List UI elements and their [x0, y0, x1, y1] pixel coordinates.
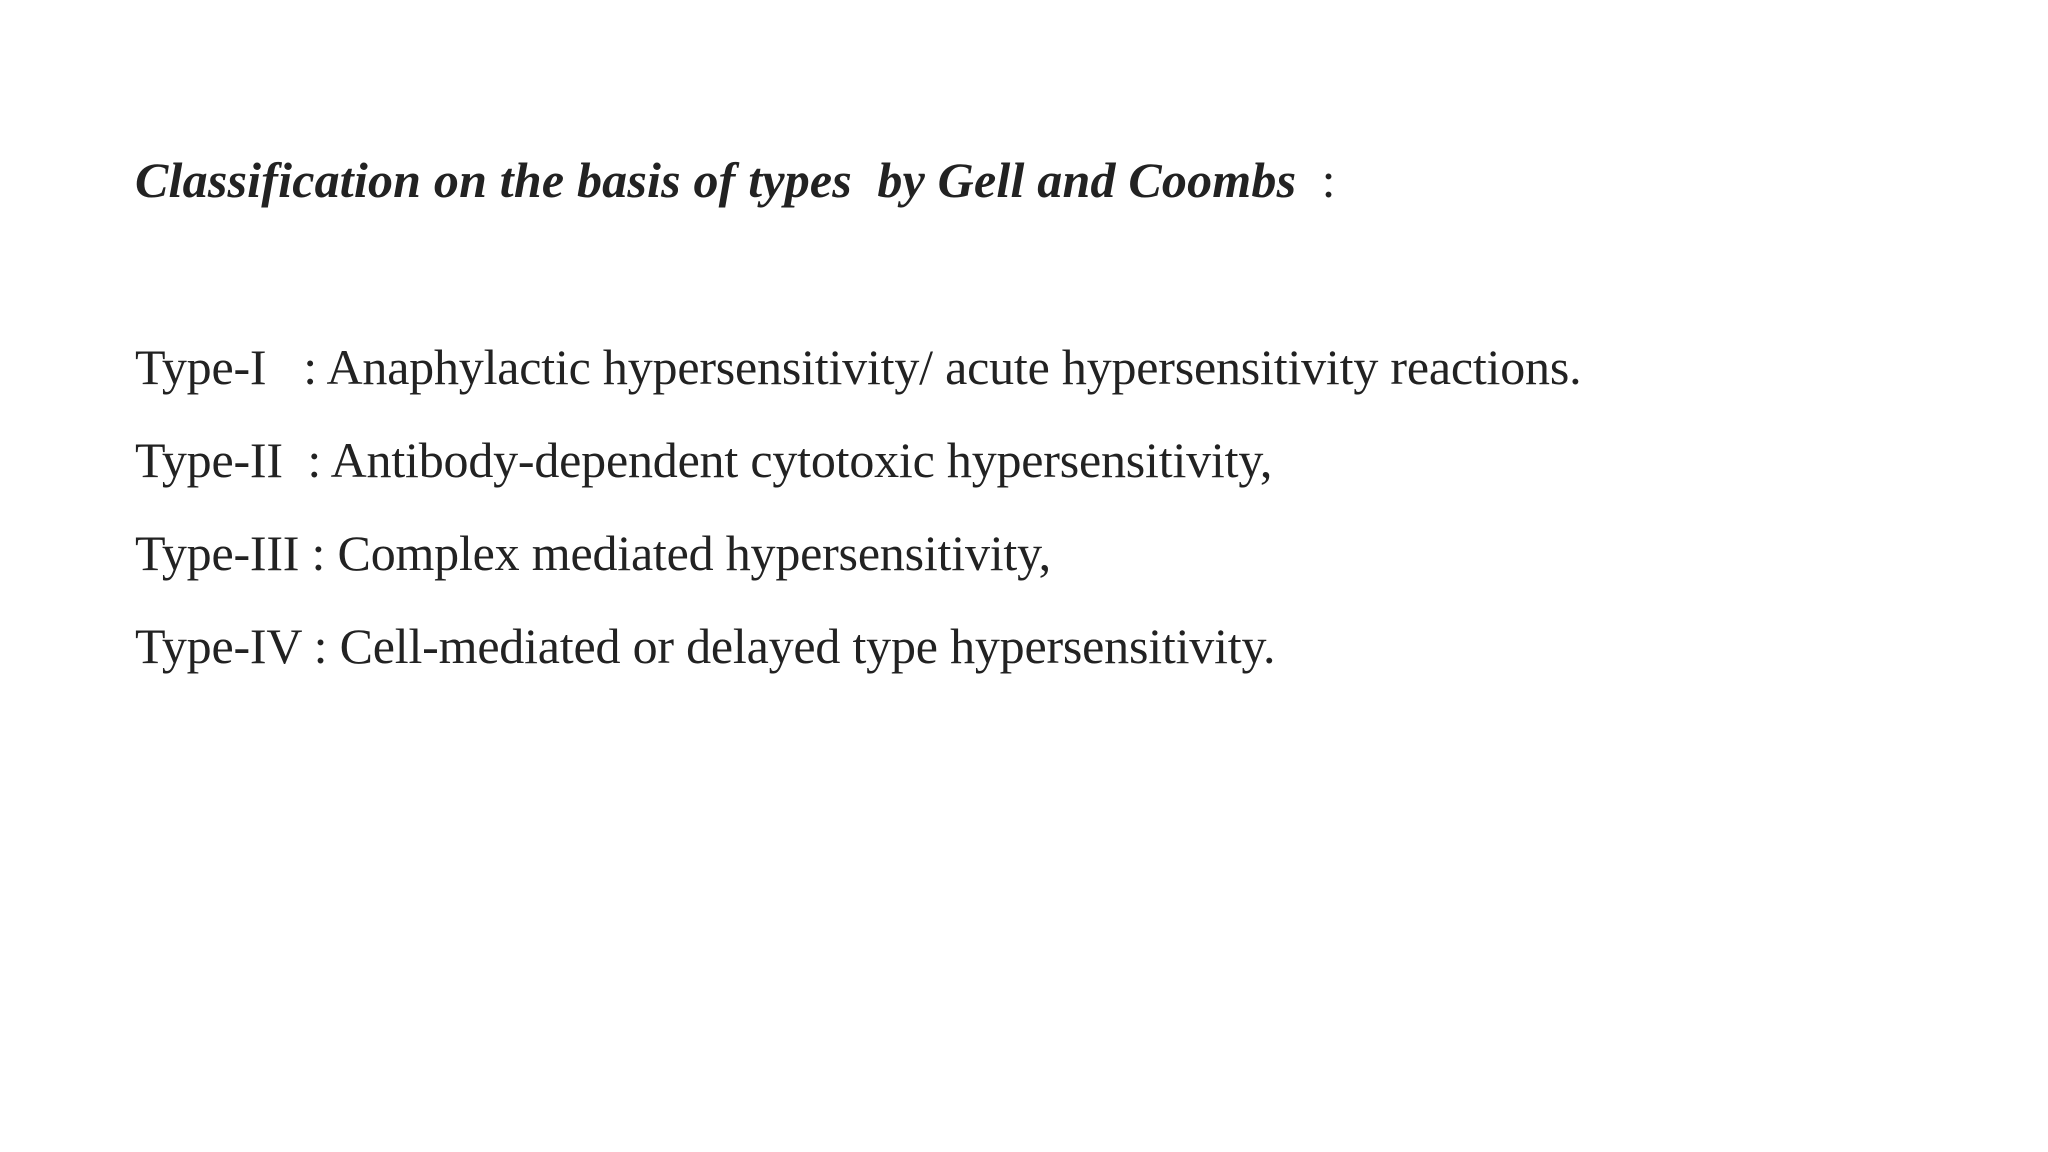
- slide-heading: [135, 148, 1336, 212]
- type-description: : Cell-mediated or delayed type hypersensitivity.: [313, 618, 1276, 674]
- type-label: Type-IV: [135, 618, 314, 674]
- list-item: [135, 521, 1581, 614]
- heading-text: Classification on the basis of types by Gell and Coombs: [135, 152, 1297, 208]
- list-item: [135, 614, 1581, 707]
- type-description: : Anaphylactic hypersensitivity/ acute hypersensitivity reactions.: [303, 339, 1582, 395]
- type-label: Type-II: [135, 432, 308, 488]
- type-description: : Complex mediated hypersensitivity,: [311, 525, 1051, 581]
- type-label: Type-I: [135, 339, 304, 395]
- type-label: Type-III: [135, 525, 312, 581]
- list-item: [135, 428, 1581, 521]
- heading-colon: :: [1296, 152, 1336, 208]
- hypersensitivity-types-list: [135, 335, 1581, 707]
- list-item: [135, 335, 1581, 428]
- type-description: : Antibody-dependent cytotoxic hypersensitivity,: [307, 432, 1273, 488]
